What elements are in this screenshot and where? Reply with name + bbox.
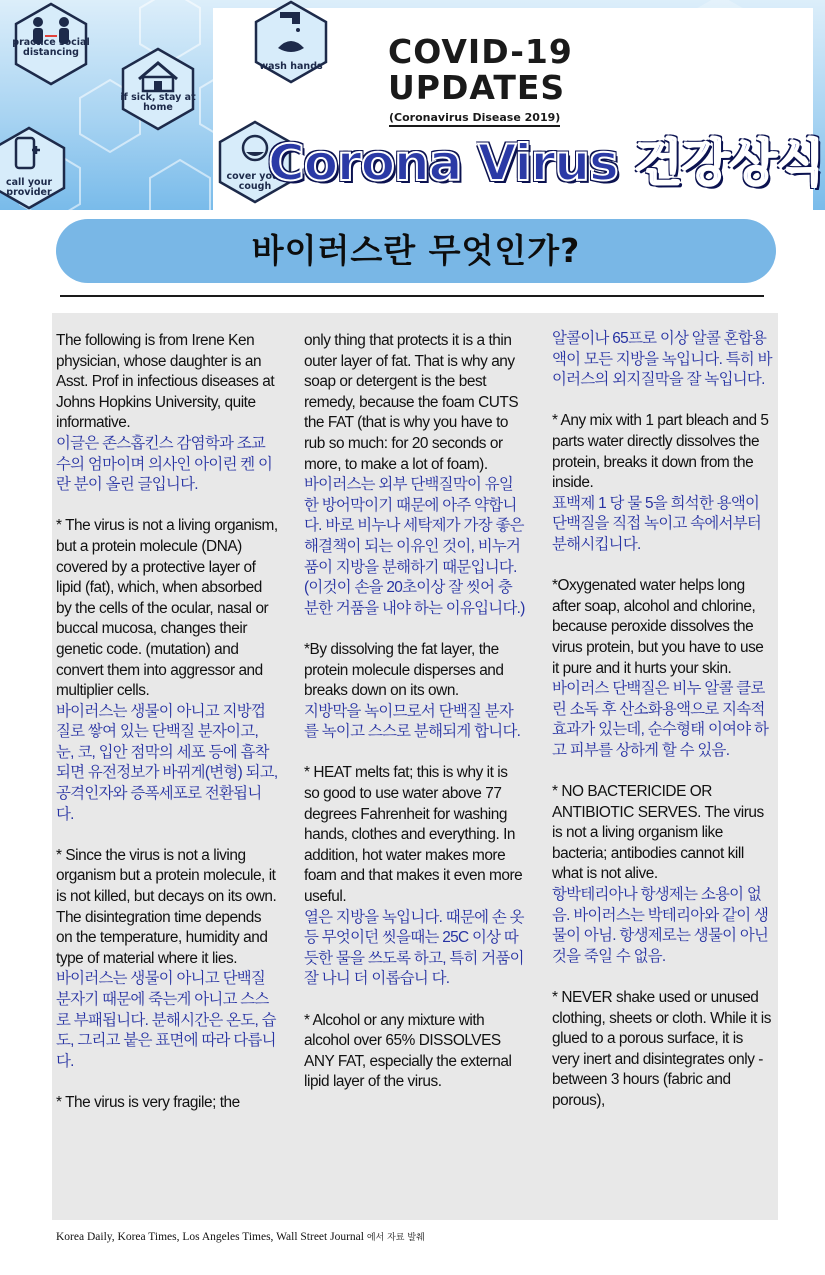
covid-subtitle: (Coronavirus Disease 2019) (389, 111, 560, 127)
english-text: * The virus is very fragile; the (56, 1093, 240, 1111)
korean-text: 바이러스 단백질은 비누 알콜 클로린 소독 후 산소화용액으로 지속적 효과가 있는데, 순수형태 이여야 하고 피부를 상하게 할 수 있음. (552, 680, 769, 759)
banner-title: Corona Virus 건강상식 (268, 134, 824, 192)
stay-at-home-icon (121, 47, 195, 131)
source-footer (56, 1230, 425, 1243)
footer-sources: Korea Daily, Korea Times, Los Angeles Times, Wall Street Journal (56, 1231, 364, 1243)
english-text: The following is from Irene Ken physician, whose daughter is an Asst. Prof in infectious diseases at Johns Hopkins University, quite informative. (56, 332, 275, 432)
english-text: * The virus is not a living organism, but a protein molecule (DNA) covered by a protective layer of lipid (fat), which, when absorbed by the cells of the ocular, nasal or buccal mucosa, changes their genetic code. (mutation) and convert them into aggressor and multiplier cells. (56, 517, 278, 700)
footer-note: 에서 자료 발췌 (366, 1233, 425, 1243)
icon-label: wash hands (259, 61, 323, 72)
section-heading (56, 219, 776, 283)
korean-text: 열은 지방을 녹입니다. 때문에 손 옷 등 무엇이던 씻을때는 25C 이상 따듯한 물을 쓰도록 하고, 특히 거품이 잘 나니 더 이롭습니 다. (304, 908, 524, 988)
english-text: * Since the virus is not a living organism but a protein molecule, it is not killed, but decays on its own. The disintegration time depends on the temperature, humidity and type of material where it lies. (56, 846, 277, 967)
english-text: * Any mix with 1 part bleach and 5 parts water directly dissolves the protein, breaks it down from the inside. (552, 412, 769, 492)
paragraph (552, 782, 774, 967)
paragraph (552, 988, 774, 1112)
korean-text: 바이러스는 생물이 아니고 단백질 분자기 때문에 죽는게 아니고 스스로 부패됩니다. 분해시간은 온도, 습도, 그리고 붙은 표면에 따라 다릅니다. (56, 970, 276, 1070)
english-text: * HEAT melts fat; this is why it is so good to use water above 77 degrees Fahrenheit for washing hands, clothes and everything. In addition, hot water makes more foam and that makes it even more useful. (304, 764, 523, 906)
article-column-3 (552, 329, 774, 1132)
paragraph (552, 411, 774, 555)
paragraph (552, 329, 774, 391)
icon-label: cover your cough (226, 171, 284, 192)
english-text: *By dissolving the fat layer, the protein molecule disperses and breaks down on its own. (304, 640, 504, 700)
paragraph (56, 1093, 278, 1114)
paragraph (304, 640, 526, 743)
icon-label: call your provider (5, 177, 53, 198)
korean-text: 알콜이나 65프로 이상 알콜 혼합용액이 모든 지방을 녹입니다. 특히 바이러스의 외지질막을 잘 녹입니다. (552, 330, 772, 389)
paragraph (56, 846, 278, 1073)
title-line-2: UPDATES (388, 68, 566, 107)
wash-hands-icon (254, 0, 328, 84)
social-distancing-icon (14, 2, 88, 86)
korean-text: 바이러스는 생물이 아니고 지방껍질로 쌓여 있는 단백질 분자이고, 눈, 코, 입안 점막의 세포 등에 흡착되면 유전정보가 바뀌게(변형) 되고, 공격인자와 증폭세포로 전환됩니다. (56, 702, 278, 823)
english-text: * Alcohol or any mixture with alcohol over 65% DISSOLVES ANY FAT, especially the external lipid layer of the virus. (304, 1011, 512, 1091)
paragraph (304, 763, 526, 990)
english-text: * NO BACTERICIDE OR ANTIBIOTIC SERVES. The virus is not a living organism like bacteria; antibodies cannot kill what is not alive. (552, 783, 764, 883)
korean-text: 바이러스는 외부 단백질막이 유일한 방어막이기 때문에 아주 약합니다. 바로 비누나 세탁제가 가장 좋은 해결책이 되는 이유인 것이, 비누거품이 지방을 분해하기 때문입니다. (이것이 손을 20초이상 잘 씻어 충분한 거품을 내야 하는 이유입니다.) (304, 476, 525, 617)
covid-title (388, 34, 573, 106)
korean-text: 지방막을 녹이므로서 단백질 분자를 녹이고 스스로 분해되게 합니다. (304, 702, 521, 741)
paragraph (56, 516, 278, 825)
divider (60, 295, 764, 297)
title-line-1: COVID-19 (388, 32, 573, 71)
korean-text: 항박테리아나 항생제는 소용이 없음. 바이러스는 박테리아와 같이 생물이 아님. 항생제로는 생물이 아닌것을 죽일 수 없음. (552, 886, 769, 965)
call-provider-icon (0, 126, 66, 210)
heading-text: 바이러스란 무엇인가? (251, 231, 581, 270)
paragraph (304, 1011, 526, 1093)
english-text: only thing that protects it is a thin outer layer of fat. That is why any soap or detergent is the best remedy, because the foam CUTS the FAT (that is why you have to rub so much: for 20 seconds or more, to make a lot of foam). (304, 332, 519, 473)
icon-label: if sick, stay at home (120, 92, 196, 113)
korean-text: 이글은 존스홉킨스 감염학과 조교수의 엄마이며 의사인 아이린 켄 이란 분이 올린 글입니다. (56, 434, 273, 494)
icon-label: practice social distancing (12, 37, 90, 58)
paragraph (552, 576, 774, 761)
article-column-2 (304, 331, 526, 1114)
english-text: *Oxygenated water helps long after soap, alcohol and chlorine, because peroxide dissolves the virus protein, but you have to use it pure and it hurts your skin. (552, 577, 764, 677)
paragraph (56, 331, 278, 496)
article-column-1 (56, 331, 278, 1134)
article-body (52, 313, 778, 1220)
korean-text: 표백제 1 당 물 5을 희석한 용액이 단백질을 직접 녹이고 속에서부터 분해시킵니다. (552, 494, 762, 553)
paragraph (304, 331, 526, 619)
english-text: * NEVER shake used or unused clothing, sheets or cloth. While it is glued to a porous surface, it is very inert and disintegrates only -between 3 hours (fabric and porous), (552, 989, 771, 1109)
